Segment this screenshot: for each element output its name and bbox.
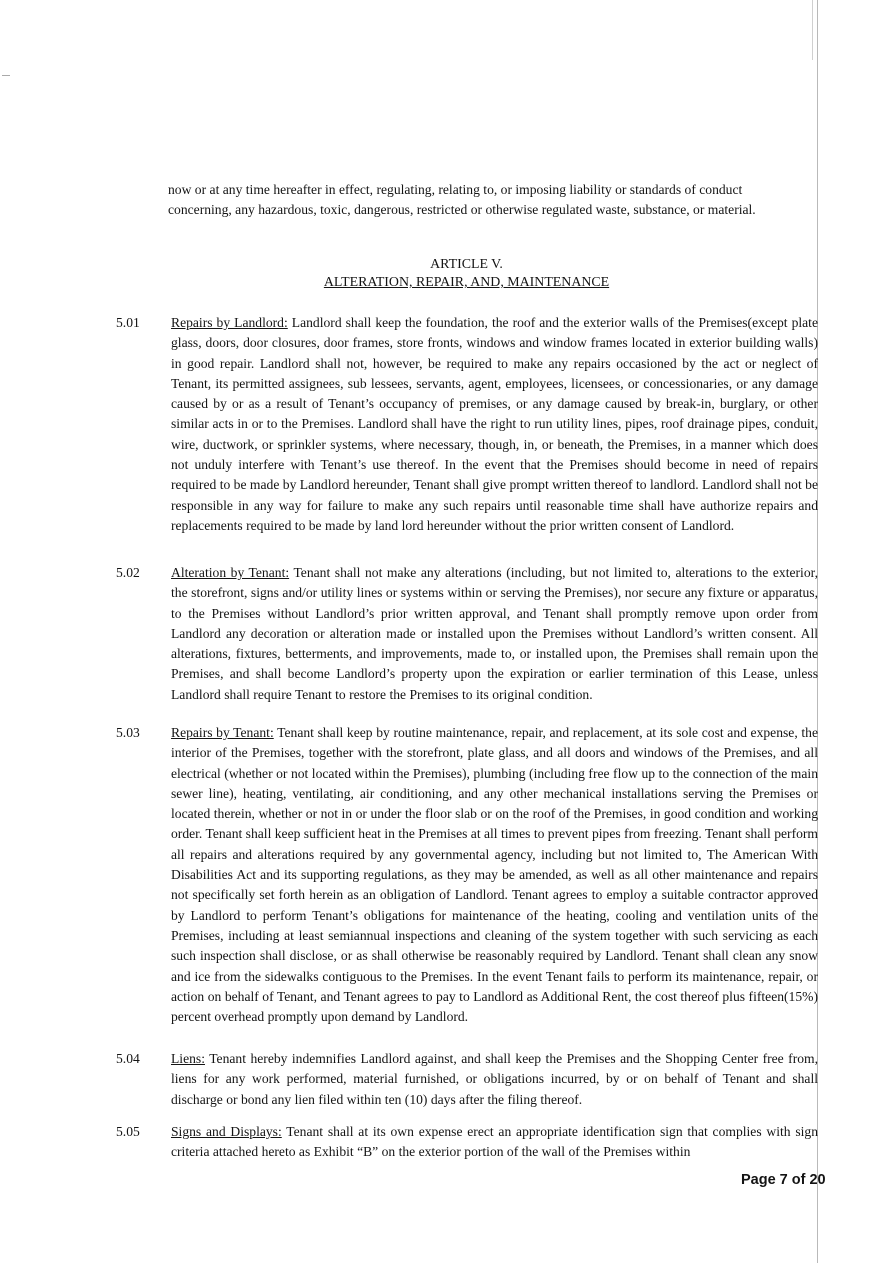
section-text: Landlord shall keep the foundation, the roof and the exterior walls of the Premises(except plate glass, doors, door closures, door frames, store fronts, windows and window frames located in exterior building walls) in good repair. Landlord shall not, however, be required to make any repairs occasioned by the act or neglect of Tenant, its permitted assignees, sub lessees, servants, agent, employees, licensees, or concessionaries, or any damage caused by or as a result of Tenant’s occupancy of premises, or any damage caused by break-in, burglary, or other similar acts in or to the Premises. Landlord shall have the right to run utility lines, pipes, roof drainage pipes, conduit, wire, ductwork, or sprinkler systems, where necessary, though, in, or beneath, the Premises, in a manner which does not unduly interfere with Tenant’s use thereof. In the event that the Premises should become in need of repairs required to be made by Landlord hereunder, Tenant shall give prompt written thereof to landlord. Landlord shall not be responsible in any way for failure to make any such repairs until reasonable time shall have authorize repairs and replacements required to be made by land lord hereunder without the prior written consent of Landlord. [171, 315, 818, 533]
section-heading: Repairs by Tenant: [171, 725, 274, 740]
page-edge [812, 0, 813, 60]
section-5-04 [116, 1049, 818, 1110]
section-5-03 [116, 723, 818, 1027]
section-heading: Repairs by Landlord: [171, 315, 288, 330]
section-number: 5.04 [116, 1051, 140, 1066]
page-number: Page 7 of 20 [741, 1172, 826, 1188]
section-text: Tenant shall keep by routine maintenance, repair, and replacement, at its sole cost and expense, the interior of the Premises, together with the storefront, plate glass, and all doors and windows of the Premises, and all electrical (whether or not located within the Premises), plumbing (including free flow up to the connection of the main sewer line), heating, ventilating, air conditioning, and any other mechanical installations serving the Premises or located therein, whether or not in or under the floor slab or on the roof of the Premises, in good condition and working order. Tenant shall keep sufficient heat in the Premises at all times to prevent pipes from freezing. Tenant shall perform all repairs and alterations required by any governmental agency, including but not limited to, The American With Disabilities Act and its supporting regulations, as they may be amended, as well as all other maintenance and repairs not specifically set forth herein as an obligation of Landlord. Tenant agrees to employ a suitable contractor approved by Landlord to perform Tenant’s obligations for maintenance of the heating, cooling and ventilation units of the Premises, including at least semiannual inspections and cleaning of the system together with such servicing as each such inspection shall disclose, or as shall otherwise be reasonably required by Landlord. Tenant shall clean any snow and ice from the sidewalks contiguous to the Premises. In the event Tenant fails to perform its maintenance, repair, or action on behalf of Tenant, and Tenant agrees to pay to Landlord as Additional Rent, the cost thereof plus fifteen(15%) percent overhead promptly upon demand by Landlord. [171, 725, 819, 1025]
section-body [171, 723, 818, 1027]
section-number: 5.02 [116, 565, 140, 580]
section-number: 5.03 [116, 725, 140, 740]
section-body [171, 313, 818, 536]
section-heading: Signs and Displays: [171, 1124, 282, 1139]
article-number: ARTICLE V. [430, 257, 503, 272]
section-heading: Liens: [171, 1051, 205, 1066]
section-text: Tenant shall not make any alterations (including, but not limited to, alterations to the exterior, the storefront, signs and/or utility lines or systems within or serving the Premises), nor secure any fixture or apparatus, to the Premises without Landlord’s prior written approval, and Tenant shall promptly remove upon order from Landlord any decoration or alteration made or installed upon the Premises without Landlord’s written consent. All alterations, fixtures, betterments, and improvements, made to, or installed upon, the Premises shall remain upon the Premises, and shall become Landlord’s property upon the expiration or earlier termination of this Lease, unless Landlord shall require Tenant to restore the Premises to its original condition. [171, 565, 819, 702]
section-text: Tenant hereby indemnifies Landlord against, and shall keep the Premises and the Shopping Center free from, liens for any work performed, material furnished, or obligations incurred, by or on behalf of Tenant and shall discharge or bond any lien filed within ten (10) days after the filing thereof. [171, 1051, 818, 1107]
article-heading [300, 256, 633, 292]
section-5-02 [116, 563, 818, 705]
section-5-05 [116, 1122, 818, 1163]
scan-mark [2, 75, 10, 76]
section-heading: Alteration by Tenant: [171, 565, 290, 580]
article-title: ALTERATION, REPAIR, AND, MAINTENANCE [323, 275, 610, 290]
section-number: 5.05 [116, 1124, 140, 1139]
section-body [171, 1122, 818, 1163]
intro-paragraph: now or at any time hereafter in effect, regulating, relating to, or imposing liability or standards of conduct concerning, any hazardous, toxic, dangerous, restricted or otherwise regulated waste, substance, or material. [168, 182, 756, 218]
section-number: 5.01 [116, 315, 140, 330]
section-5-01 [116, 313, 818, 536]
section-text: Tenant shall at its own expense erect an appropriate identification sign that complies with sign criteria attached hereto as Exhibit “B” on the exterior portion of the wall of the Premises within [171, 1124, 819, 1160]
section-body [171, 1049, 818, 1110]
section-body [171, 563, 818, 705]
